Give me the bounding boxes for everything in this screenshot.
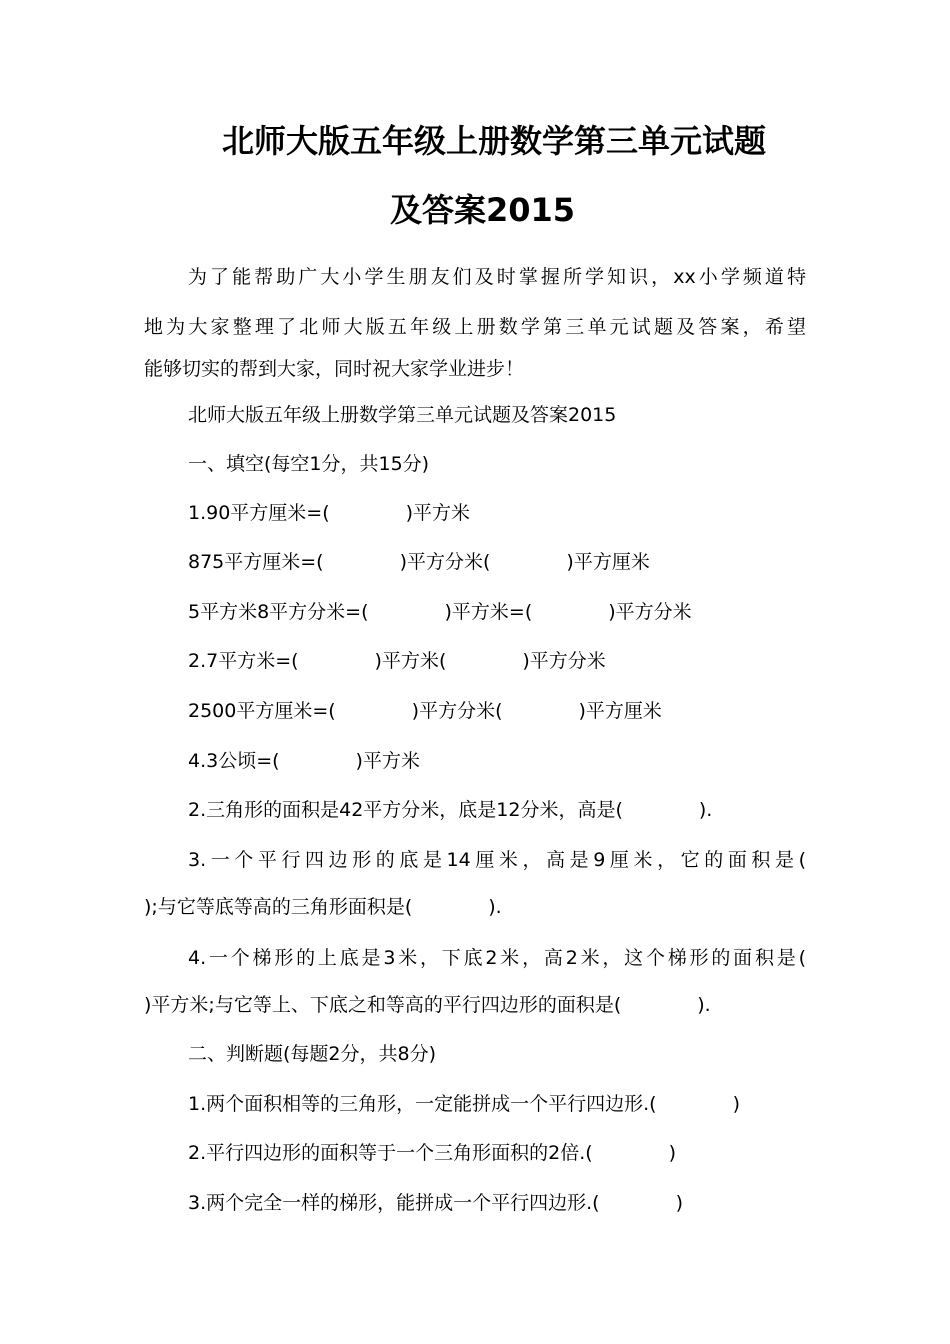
judgement-question-1: 1.两个面积相等的三角形，一定能拼成一个平行四边形.( ) <box>188 1093 740 1115</box>
document-title-line-2: 及答案2015 <box>390 191 576 229</box>
question-1-line-6: 4.3公顷=( )平方米 <box>188 750 420 772</box>
question-2: 2.三角形的面积是42平方分米，底是12分米，高是( ). <box>188 799 713 821</box>
intro-paragraph-line-2: 地为大家整理了北师大版五年级上册数学第三单元试题及答案，希望 <box>144 316 806 338</box>
judgement-question-3: 3.两个完全一样的梯形，能拼成一个平行四边形.( ) <box>188 1192 683 1214</box>
question-1-line-4: 2.7平方米=( )平方米( )平方分米 <box>188 650 606 672</box>
question-1-line-2: 875平方厘米=( )平方分米( )平方厘米 <box>188 551 650 573</box>
intro-paragraph-line-3: 能够切实的帮到大家，同时祝大家学业进步！ <box>144 358 525 380</box>
subtitle: 北师大版五年级上册数学第三单元试题及答案2015 <box>188 404 617 426</box>
question-3-line-1: 3.一个平行四边形的底是14厘米，高是9厘米，它的面积是( <box>188 849 806 871</box>
intro-paragraph-line-1: 为了能帮助广大小学生朋友们及时掌握所学知识，xx小学频道特 <box>188 266 806 288</box>
question-4-line-1: 4.一个梯形的上底是3米，下底2米，高2米，这个梯形的面积是( <box>188 947 806 969</box>
section-2-heading: 二、判断题(每题2分，共8分) <box>188 1043 437 1065</box>
question-4-line-2: )平方米;与它等上、下底之和等高的平行四边形的面积是( ). <box>144 994 711 1016</box>
document-title-line-1: 北师大版五年级上册数学第三单元试题 <box>222 122 767 160</box>
question-1-line-3: 5平方米8平方分米=( )平方米=( )平方分米 <box>188 601 692 623</box>
judgement-question-2: 2.平行四边形的面积等于一个三角形面积的2倍.( ) <box>188 1142 677 1164</box>
question-1-line-1: 1.90平方厘米=( )平方米 <box>188 502 471 524</box>
question-1-line-5: 2500平方厘米=( )平方分米( )平方厘米 <box>188 700 662 722</box>
section-1-heading: 一、填空(每空1分，共15分) <box>188 453 430 475</box>
question-3-line-2: );与它等底等高的三角形面积是( ). <box>144 896 502 918</box>
